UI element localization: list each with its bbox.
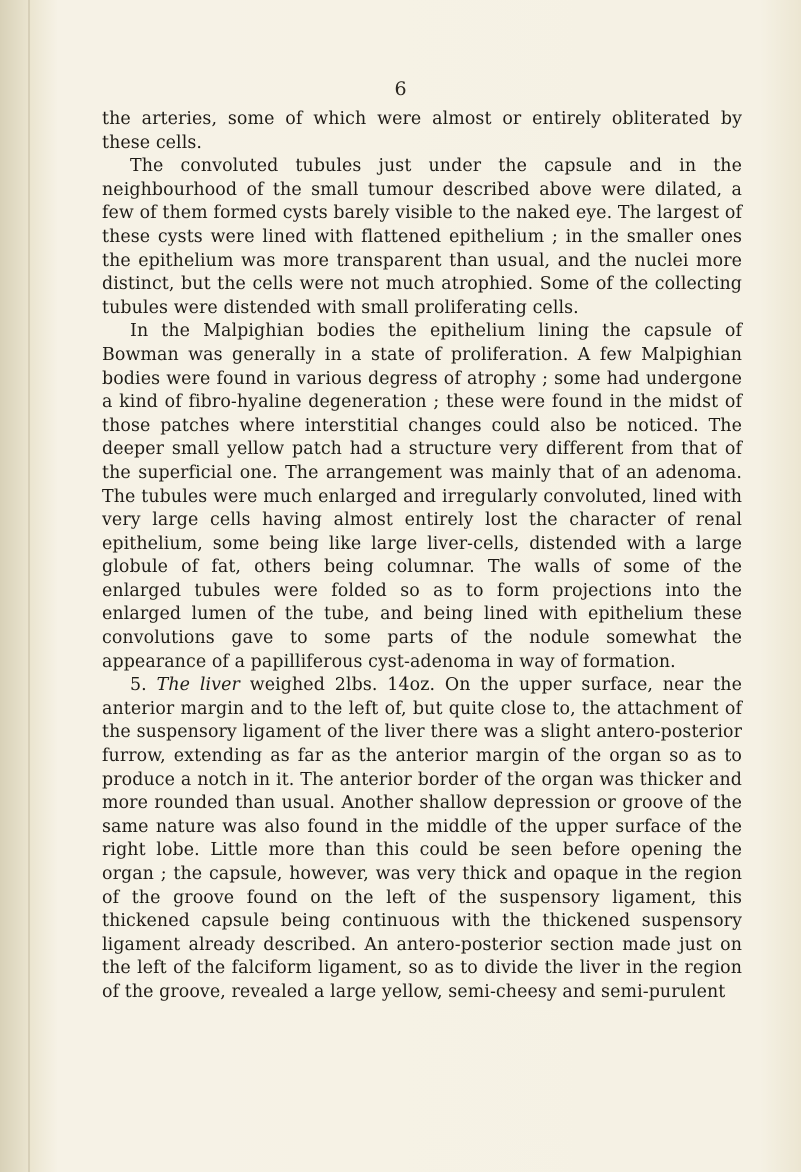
section-title: The liver (156, 675, 240, 696)
paragraph-4-liver (102, 674, 742, 1004)
paragraph-3: In the Malpighian bodies the epithelium lining the capsule of Bowman was generally in a state of proliferation. A few Malpighian bodies were found in various degress of atrophy ; some had undergone a kind of fibro-hyaline degeneration ; these were found in the midst of those patches where interstitial changes could also be noticed. The deeper small yellow patch had a structure very different from that of the superficial one. The arrangement was mainly that of an adenoma. The tubules were much enlarged and irregularly convoluted, lined with very large cells having almost entirely lost the character of renal epithelium, some being like large liver-cells, distended with a large globule of fat, others being columnar. The walls of some of the enlarged tubules were folded so as to form projections into the enlarged lumen of the tube, and being lined with epithelium these convolutions gave to some parts of the nodule somewhat the appearance of a papilliferous cyst-adenoma in way of formation. (102, 321, 742, 672)
body-text (102, 108, 742, 1005)
section-number: 5. (130, 675, 147, 696)
page-number: 6 (394, 78, 407, 100)
section-text: weighed 2lbs. 14oz. On the upper surface, near the anterior margin and to the left of, but quite close to, the attachment of the suspensory ligament of the liver there was a slight antero-posterior furrow, extending as far as the anterior margin of the organ so as to produce a notch in it. The anterior border of the organ was thicker and more rounded than usual. Another shallow depression or groove of the same nature was also found in the middle of the upper surface of the right lobe. Little more than this could be seen before opening the organ ; the capsule, however, was very thick and opaque in the region of the groove found on the left of the suspensory ligament, this thickened capsule being continuous with the thickened suspensory ligament already described. An antero-posterior section made just on the left of the falciform ligament, so as to divide the liver in the region of the groove, revealed a large yellow, semi-cheesy and semi-purulent (102, 675, 742, 1002)
paragraph-2: The convoluted tubules just under the capsule and in the neighbourhood of the small tumour described above were dilated, a few of them formed cysts barely visible to the naked eye. The largest of these cysts were lined with flattened epithelium ; in the smaller ones the epithelium was more transparent than usual, and the nuclei more distinct, but the cells were not much atrophied. Some of the collecting tubules were distended with small proliferating cells. (102, 156, 742, 318)
paragraph-1: the arteries, some of which were almost or entirely obliterated by these cells. (102, 109, 742, 153)
binding-crease (28, 0, 30, 1172)
